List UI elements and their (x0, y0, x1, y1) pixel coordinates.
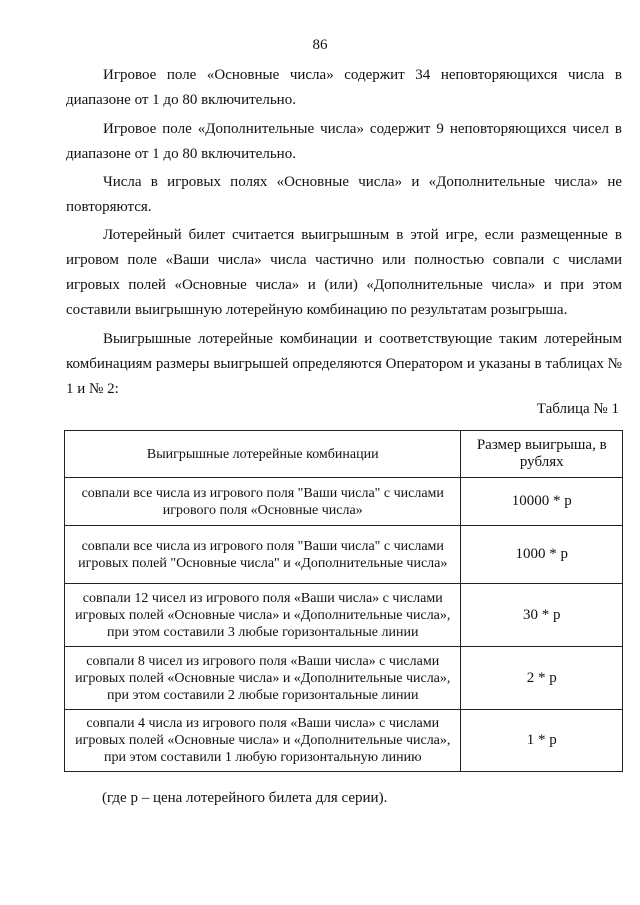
paragraph-main-numbers-field (66, 63, 622, 113)
page-number: 86 (312, 37, 328, 53)
paragraph-winning-combinations (66, 327, 622, 402)
table-row (65, 710, 623, 772)
table-cell-combination: совпали все числа из игрового поля "Ваши числа" с числами игрового поля «Основные числа» (65, 478, 461, 526)
paragraph-first-line: Игровое поле «Основные числа» содержит 34 неповторяющихся числа в (103, 67, 622, 83)
table-cell-combination: совпали 8 чисел из игрового поля «Ваши числа» с числами игровых полей «Основные числа» и «Дополнительные числа», при этом составили 2 любые горизонтальные линии (65, 647, 461, 710)
paragraph-first-line: Выигрышные лотерейные комбинации и соответствующие таким лотерейным (103, 331, 622, 347)
paragraph-continuation: диапазоне от 1 до 80 включительно. (66, 92, 296, 108)
table-cell-prize: 30 * р (461, 584, 623, 647)
table-cell-combination: совпали 12 чисел из игрового поля «Ваши числа» с числами игровых полей «Основные числа» и «Дополнительные числа», при этом составили 3 любые горизонтальные линии (65, 584, 461, 647)
table-header-row (65, 431, 623, 478)
paragraph-continuation: повторяются. (66, 199, 152, 215)
paragraph-winning-ticket (66, 223, 622, 323)
paragraph-continuation: комбинациям размеры выигрышей определяются Оператором и указаны в таблицах № 1 и № 2: (66, 356, 622, 397)
table-row (65, 478, 623, 526)
table-row (65, 584, 623, 647)
paragraph-first-line: Лотерейный билет считается выигрышным в этой игре, если размещенные в (103, 227, 622, 243)
table-row (65, 647, 623, 710)
table-row (65, 526, 623, 584)
table-caption: Таблица № 1 (536, 401, 619, 417)
table-cell-prize: 1000 * р (461, 526, 623, 584)
paragraph-first-line: Игровое поле «Дополнительные числа» содержит 9 неповторяющихся чисел в (103, 121, 622, 137)
paragraph-first-line: Числа в игровых полях «Основные числа» и «Дополнительные числа» не (103, 174, 622, 190)
table-header-combinations: Выигрышные лотерейные комбинации (65, 431, 461, 478)
paragraph-continuation: диапазоне от 1 до 80 включительно. (66, 146, 296, 162)
table-cell-combination: совпали все числа из игрового поля "Ваши числа" с числами игровых полей "Основные числа" и «Дополнительные числа» (65, 526, 461, 584)
prize-table (64, 430, 623, 772)
table-cell-prize: 10000 * р (461, 478, 623, 526)
table-cell-prize: 1 * р (461, 710, 623, 772)
table-cell-prize: 2 * р (461, 647, 623, 710)
table-header-prize: Размер выигрыша, в рублях (461, 431, 623, 478)
paragraph-extra-numbers-field (66, 117, 622, 167)
table-cell-combination: совпали 4 числа из игрового поля «Ваши числа» с числами игровых полей «Основные числа» и «Дополнительные числа», при этом составили 1 любую горизонтальную линию (65, 710, 461, 772)
footnote: (где р – цена лотерейного билета для серии). (102, 790, 388, 806)
paragraph-continuation: игровом поле «Ваши числа» числа частично или полностью совпали с числами игровых полей «Основные числа» и (или) «Дополнительные числа» и при этом составили выигрышную лотерейную комбинацию по результатам розыгрыша. (66, 252, 622, 318)
paragraph-no-repeat (66, 170, 622, 220)
